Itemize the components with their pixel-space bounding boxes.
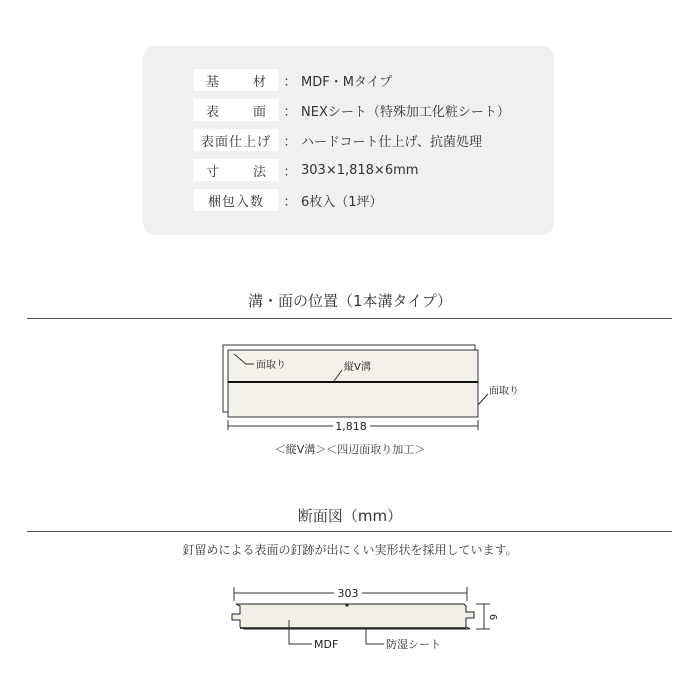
spec-label-char: 表 — [206, 104, 220, 120]
groove-section-title: 溝・面の位置（1本溝タイプ） — [248, 292, 452, 310]
spec-label-char: 基 — [206, 74, 220, 90]
spec-value-package: 6枚入（1坪） — [301, 194, 383, 210]
groove-caption: ＜縦V溝＞＜四辺面取り加工＞ — [274, 443, 426, 456]
spec-colon: ： — [283, 74, 297, 90]
chamfer-right-label: 面取り — [489, 386, 519, 397]
spec-label-char: 面 — [252, 104, 266, 120]
chamfer-left-label: 面取り — [256, 360, 286, 371]
board-profile — [232, 604, 474, 629]
moisture-sheet-label: 防湿シート — [386, 638, 441, 651]
center-groove-mark — [345, 603, 348, 606]
spec-colon: ： — [283, 134, 297, 150]
spec-value-surface: NEXシート（特殊加工化粧シート） — [301, 104, 510, 120]
cross-section-description: 釘留めによる表面の釘跡が出にくい実形状を採用しています。 — [182, 543, 518, 557]
spec-value-base: MDF・Mタイプ — [301, 74, 393, 90]
spec-label-package: 梱包入数 — [193, 189, 279, 211]
vertical-groove-label: 縦V溝 — [344, 362, 371, 373]
thickness-dim-label: 6 — [487, 613, 498, 621]
spec-label-char: 材 — [252, 74, 266, 90]
cross-section-title: 断面図（mm） — [297, 507, 403, 525]
moisture-sheet-leader — [366, 629, 384, 644]
spec-colon: ： — [283, 164, 297, 180]
width-dim-label: 303 — [337, 587, 359, 600]
spec-label-finish: 表面仕上げ — [193, 129, 279, 151]
spec-colon: ： — [283, 194, 297, 210]
spec-colon: ： — [283, 104, 297, 120]
spec-value-dimensions: 303×1,818×6mm — [301, 162, 419, 178]
spec-label-char: 法 — [252, 164, 266, 180]
spec-label-char: 寸 — [206, 164, 220, 180]
length-dim-label: 1,818 — [335, 420, 367, 433]
mdf-label: MDF — [314, 638, 339, 651]
spec-value-finish: ハードコート仕上げ、抗菌処理 — [301, 134, 482, 150]
